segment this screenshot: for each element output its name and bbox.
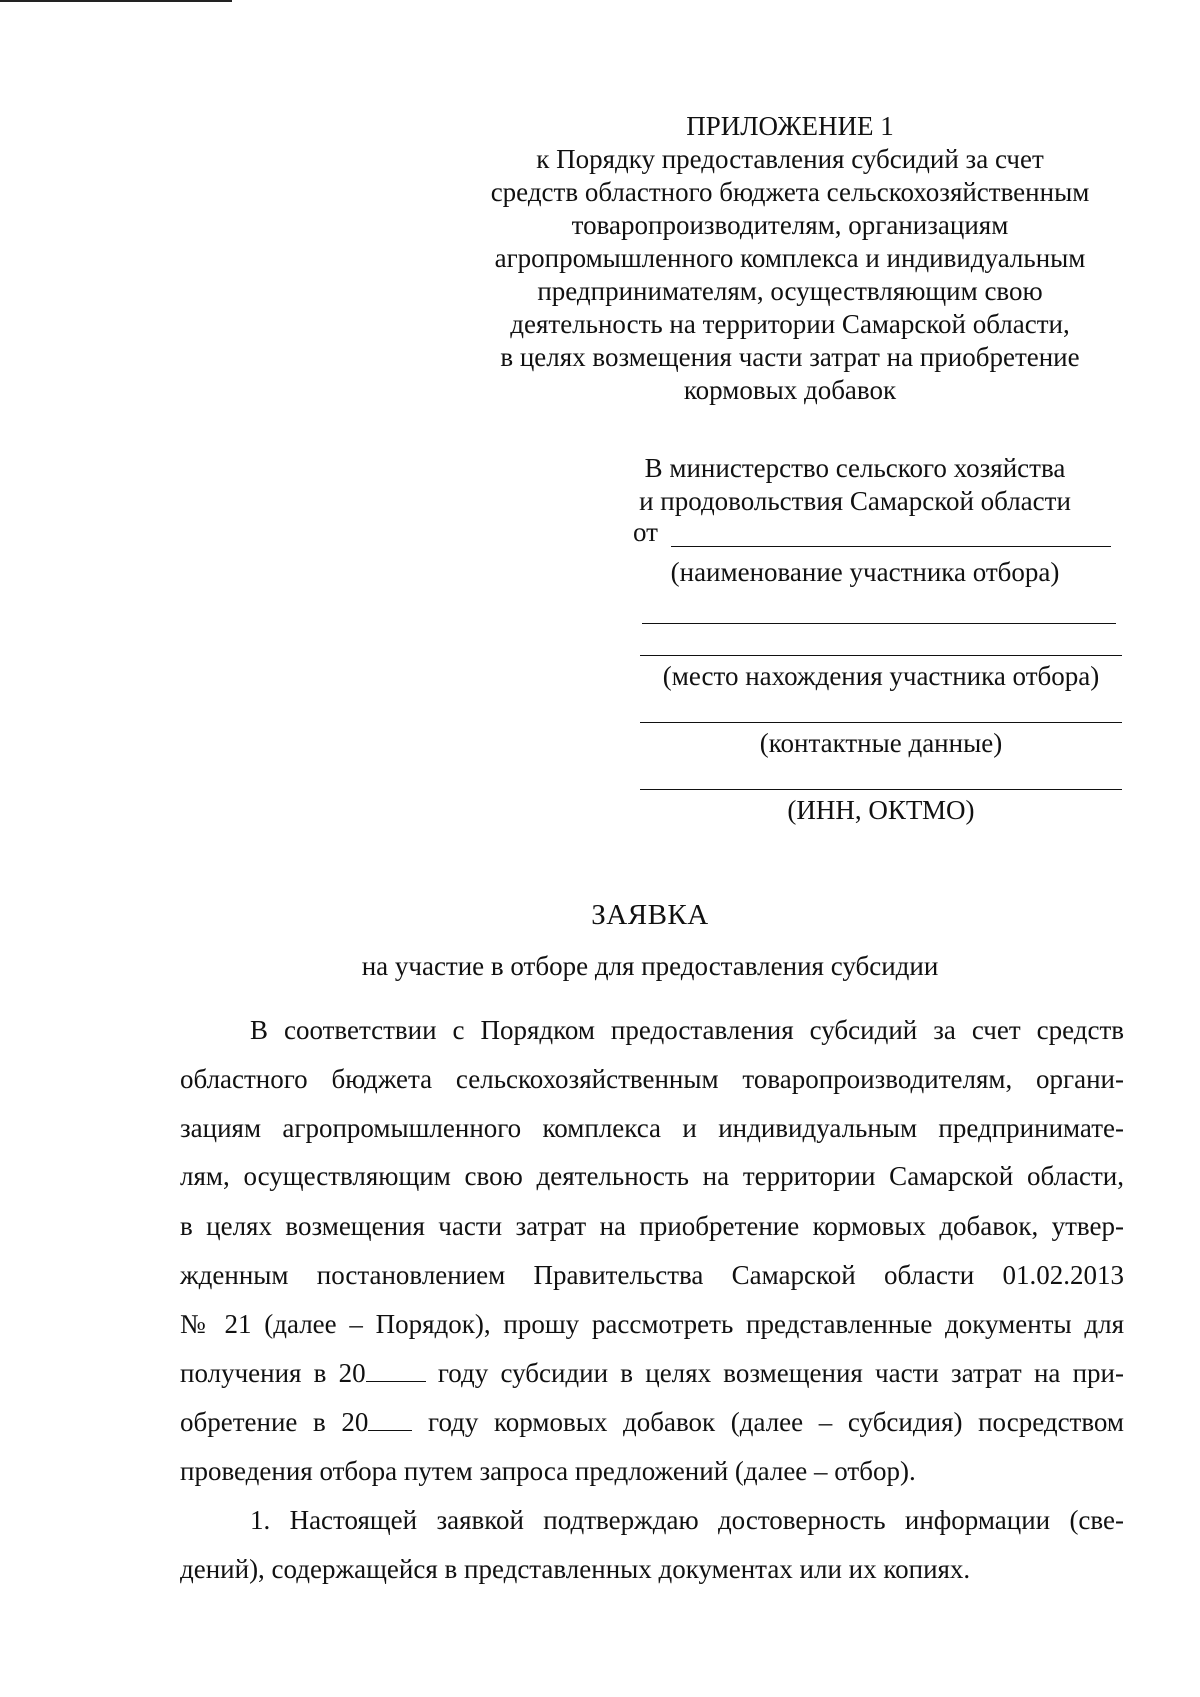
location-caption: (место нахождения участника отбора) <box>662 661 1100 691</box>
inn-line[interactable] <box>640 789 1122 790</box>
participant-name-line[interactable] <box>671 546 1111 547</box>
appendix-line: деятельность на территории Самарской области, <box>510 309 1070 339</box>
clause-1-line: дений), содержащейся в представленных документах или их копиях. <box>180 1554 971 1584</box>
recipient-block <box>620 452 1090 518</box>
year-blank-1[interactable] <box>366 1359 426 1382</box>
appendix-line: предпринимателям, осуществляющим свою <box>537 276 1043 306</box>
participant-name-caption: (наименование участника отбора) <box>670 557 1060 587</box>
body-text: году кормовых добавок (далее – субсидия) посредством <box>412 1407 1124 1437</box>
body-line: лям, осуществляющим свою деятельность на территории Самарской области, <box>180 1161 1124 1191</box>
recipient-line: и продовольствия Самарской области <box>639 486 1071 516</box>
appendix-header <box>440 110 1140 407</box>
document-subtitle: на участие в отборе для предоставления субсидии <box>361 951 939 981</box>
appendix-line: агропромышленного комплекса и индивидуальным <box>494 243 1086 273</box>
body-line: в целях возмещения части затрат на приобретение кормовых добавок, утвер- <box>180 1211 1124 1241</box>
from-label: от <box>633 517 658 547</box>
body-line: областного бюджета сельскохозяйственным товаропроизводителям, органи- <box>180 1064 1124 1094</box>
body-line-year-2 <box>180 1406 1124 1439</box>
appendix-line: средств областного бюджета сельскохозяйственным <box>490 177 1090 207</box>
body-line: В соответствии с Порядком предоставления субсидий за счет средств <box>250 1015 1124 1045</box>
body-line: № 21 (далее – Порядок), прошу рассмотреть представленные документы для <box>180 1309 1124 1339</box>
body-line: проведения отбора путем запроса предложений (далее – отбор). <box>180 1456 916 1486</box>
year-blank-2[interactable] <box>368 1408 412 1431</box>
appendix-line: кормовых добавок <box>683 375 897 405</box>
participant-name-line-2[interactable] <box>642 623 1116 624</box>
body-line: жденным постановлением Правительства Самарской области 01.02.2013 <box>180 1260 1124 1290</box>
document-title: ЗАЯВКА <box>591 899 709 931</box>
appendix-line: к Порядку предоставления субсидий за счет <box>536 144 1044 174</box>
appendix-line: в целях возмещения части затрат на приобретение <box>500 342 1080 372</box>
body-text: обретение в 20 <box>180 1407 369 1437</box>
body-text: году субсидии в целях возмещения части затрат на при- <box>425 1358 1124 1388</box>
location-line[interactable] <box>640 655 1122 656</box>
appendix-line: товаропроизводителям, организациям <box>571 210 1009 240</box>
clause-1-line: 1. Настоящей заявкой подтверждаю достоверность информации (све- <box>250 1505 1124 1535</box>
contacts-caption: (контактные данные) <box>759 728 1003 758</box>
appendix-title: ПРИЛОЖЕНИЕ 1 <box>686 111 894 141</box>
contacts-line[interactable] <box>640 722 1122 723</box>
recipient-line: В министерство сельского хозяйства <box>644 453 1066 483</box>
body-text: получения в 20 <box>180 1358 366 1388</box>
scan-edge-line <box>0 0 232 2</box>
inn-caption: (ИНН, ОКТМО) <box>787 795 975 825</box>
from-row <box>633 516 1108 552</box>
body-line: зациям агропромышленного комплекса и индивидуальным предпринимате- <box>180 1113 1124 1143</box>
body-line-year-1 <box>180 1357 1124 1390</box>
